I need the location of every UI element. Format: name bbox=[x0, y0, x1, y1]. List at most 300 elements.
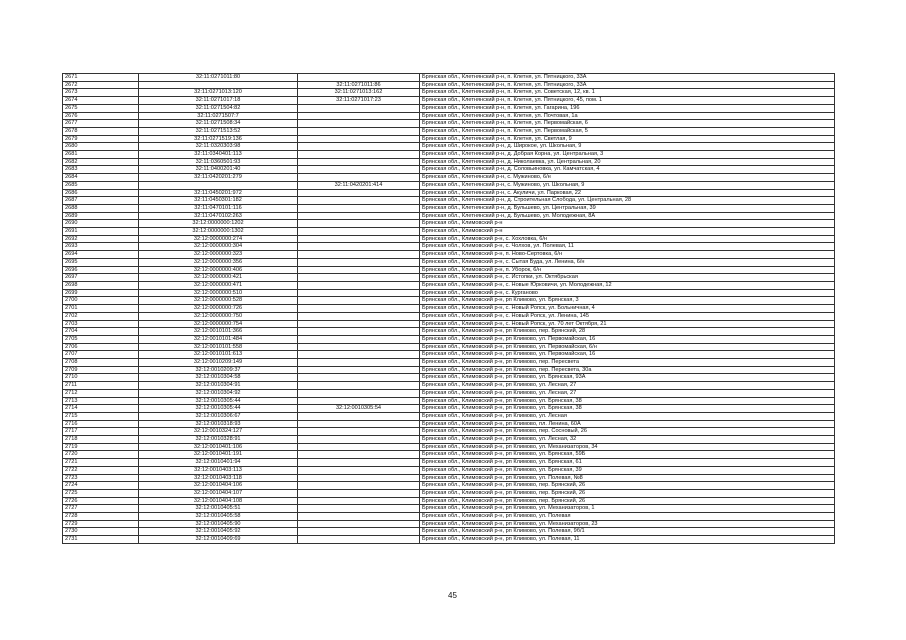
table-body bbox=[63, 74, 835, 544]
cadastral-number-cell: 32:12:0010409:69 bbox=[139, 536, 298, 544]
row-number-cell: 2700 bbox=[63, 297, 139, 305]
cadastral-number-cell: 32:12:0000000:750 bbox=[139, 312, 298, 320]
table-row bbox=[63, 243, 835, 251]
cadastral-number-cell: 32:12:0010306:67 bbox=[139, 412, 298, 420]
address-cell: Брянская обл., Клетнянский р-н, с. Мужиново, ул. Школьная, 9 bbox=[420, 181, 835, 189]
row-number-cell: 2676 bbox=[63, 112, 139, 120]
linked-cadastral-number-cell bbox=[298, 528, 420, 536]
row-number-cell: 2697 bbox=[63, 274, 139, 282]
address-cell: Брянская обл., Климовский р-н, рп Климово, ул. Брянская, 61 bbox=[420, 459, 835, 467]
linked-cadastral-number-cell bbox=[298, 497, 420, 505]
cadastral-number-cell: 32:12:0010209:37 bbox=[139, 366, 298, 374]
row-number-cell: 2679 bbox=[63, 135, 139, 143]
linked-cadastral-number-cell bbox=[298, 335, 420, 343]
row-number-cell: 2719 bbox=[63, 443, 139, 451]
table-row bbox=[63, 489, 835, 497]
linked-cadastral-number-cell bbox=[298, 513, 420, 521]
table-row bbox=[63, 120, 835, 128]
linked-cadastral-number-cell bbox=[298, 127, 420, 135]
address-cell: Брянская обл., Климовский р-н, рп Климово, пер. Брянский, 26 bbox=[420, 482, 835, 490]
row-number-cell: 2704 bbox=[63, 328, 139, 336]
table-row bbox=[63, 104, 835, 112]
address-cell: Брянская обл., Климовский р-н, рп Климово, ул. Механизаторов, 1 bbox=[420, 505, 835, 513]
address-cell: Брянская обл., Клетнянский р-н, д. Широкое, ул. Школьная, 9 bbox=[420, 143, 835, 151]
table-row bbox=[63, 289, 835, 297]
linked-cadastral-number-cell bbox=[298, 297, 420, 305]
cadastral-number-cell: 32:11:0271508:34 bbox=[139, 120, 298, 128]
row-number-cell: 2694 bbox=[63, 251, 139, 259]
linked-cadastral-number-cell bbox=[298, 281, 420, 289]
row-number-cell: 2683 bbox=[63, 166, 139, 174]
address-cell: Брянская обл., Климовский р-н, рп Климово, ул. Лесная, 27 bbox=[420, 382, 835, 390]
row-number-cell: 2703 bbox=[63, 320, 139, 328]
page-number: 45 bbox=[448, 591, 457, 600]
cadastral-number-cell: 32:12:0010401:106 bbox=[139, 443, 298, 451]
cadastral-number-cell: 32:11:0450201:972 bbox=[139, 189, 298, 197]
address-cell: Брянская обл., Климовский р-н, рп Климово, ул. Лесная, 27 bbox=[420, 389, 835, 397]
cadastral-number-cell: 32:12:0010403:118 bbox=[139, 474, 298, 482]
cadastral-number-cell bbox=[139, 181, 298, 189]
cadastral-number-cell: 32:11:0271011:80 bbox=[139, 74, 298, 82]
address-cell: Брянская обл., Климовский р-н, рп Климово, пер. Пересвета bbox=[420, 359, 835, 367]
linked-cadastral-number-cell bbox=[298, 382, 420, 390]
address-cell: Брянская обл., Клетнянский р-н, д. Бульшево, ул. Центральная, 39 bbox=[420, 204, 835, 212]
cadastral-number-cell: 32:12:0000000:1302 bbox=[139, 228, 298, 236]
address-cell: Брянская обл., Климовский р-н, рп Климово, ул. Брянская, 3 bbox=[420, 297, 835, 305]
linked-cadastral-number-cell bbox=[298, 220, 420, 228]
row-number-cell: 2729 bbox=[63, 520, 139, 528]
linked-cadastral-number-cell bbox=[298, 289, 420, 297]
table-row bbox=[63, 513, 835, 521]
cadastral-number-cell: 32:11:0271504:82 bbox=[139, 104, 298, 112]
cadastral-number-cell: 32:12:0010401:191 bbox=[139, 451, 298, 459]
address-cell: Брянская обл., Клетнянский р-н, п. Клетня, ул. Первомайская, 6 bbox=[420, 120, 835, 128]
row-number-cell: 2692 bbox=[63, 235, 139, 243]
linked-cadastral-number-cell bbox=[298, 212, 420, 220]
table-row bbox=[63, 482, 835, 490]
cadastral-number-cell: 32:12:0010405:92 bbox=[139, 528, 298, 536]
linked-cadastral-number-cell bbox=[298, 151, 420, 159]
table-row bbox=[63, 74, 835, 82]
cadastral-number-cell: 32:12:0000000:754 bbox=[139, 320, 298, 328]
address-cell: Брянская обл., Климовский р-н, рп Климово, ул. Брянская, 38 bbox=[420, 397, 835, 405]
linked-cadastral-number-cell bbox=[298, 204, 420, 212]
address-cell: Брянская обл., Клетнянский р-н, д. Добрая Корна, ул. Центральная, 3 bbox=[420, 151, 835, 159]
table-row bbox=[63, 127, 835, 135]
cadastral-number-cell: 32:12:0010101:366 bbox=[139, 328, 298, 336]
address-cell: Брянская обл., Клетнянский р-н, д. Соловьиновка, ул. Камчатская, 4 bbox=[420, 166, 835, 174]
row-number-cell: 2699 bbox=[63, 289, 139, 297]
row-number-cell: 2705 bbox=[63, 335, 139, 343]
row-number-cell: 2708 bbox=[63, 359, 139, 367]
address-cell: Брянская обл., Климовский р-н, рп Климово, ул. Брянская, 93А bbox=[420, 374, 835, 382]
row-number-cell: 2714 bbox=[63, 405, 139, 413]
row-number-cell: 2716 bbox=[63, 420, 139, 428]
row-number-cell: 2721 bbox=[63, 459, 139, 467]
cadastral-number-cell: 32:11:0450301:182 bbox=[139, 197, 298, 205]
cadastral-number-cell: 32:12:0000000:356 bbox=[139, 258, 298, 266]
table-row bbox=[63, 89, 835, 97]
cadastral-number-cell: 32:12:0000000:726 bbox=[139, 305, 298, 313]
linked-cadastral-number-cell bbox=[298, 389, 420, 397]
linked-cadastral-number-cell bbox=[298, 451, 420, 459]
address-cell: Брянская обл., Климовский р-н, с. Чолхов, ул. Полевая, 11 bbox=[420, 243, 835, 251]
table-row bbox=[63, 428, 835, 436]
table-row bbox=[63, 520, 835, 528]
linked-cadastral-number-cell bbox=[298, 397, 420, 405]
cadastral-number-cell: 32:12:0000000:406 bbox=[139, 266, 298, 274]
address-cell: Брянская обл., Климовский р-н, с. Новый Ропск, ул. 70 лет Октября, 21 bbox=[420, 320, 835, 328]
table-row bbox=[63, 436, 835, 444]
linked-cadastral-number-cell: 32:12:0010305:54 bbox=[298, 405, 420, 413]
linked-cadastral-number-cell bbox=[298, 343, 420, 351]
row-number-cell: 2682 bbox=[63, 158, 139, 166]
table-row bbox=[63, 497, 835, 505]
address-cell: Брянская обл., Климовский р-н, рп Климово, ул. Механизаторов, 23 bbox=[420, 520, 835, 528]
table-row bbox=[63, 258, 835, 266]
linked-cadastral-number-cell bbox=[298, 274, 420, 282]
linked-cadastral-number-cell bbox=[298, 505, 420, 513]
table-row bbox=[63, 359, 835, 367]
address-cell: Брянская обл., Климовский р-н, рп Климово, пер. Брянский, 28 bbox=[420, 328, 835, 336]
linked-cadastral-number-cell bbox=[298, 158, 420, 166]
table-row bbox=[63, 305, 835, 313]
table-row bbox=[63, 397, 835, 405]
row-number-cell: 2698 bbox=[63, 281, 139, 289]
table-row bbox=[63, 536, 835, 544]
table-row bbox=[63, 351, 835, 359]
address-cell: Брянская обл., Климовский р-н, с. Новый Ропск, ул. Ленина, 145 bbox=[420, 312, 835, 320]
row-number-cell: 2673 bbox=[63, 89, 139, 97]
address-cell: Брянская обл., Климовский р-н, рп Климово, пл. Ленина, 60А bbox=[420, 420, 835, 428]
row-number-cell: 2691 bbox=[63, 228, 139, 236]
table-row bbox=[63, 251, 835, 259]
row-number-cell: 2706 bbox=[63, 343, 139, 351]
linked-cadastral-number-cell: 32:11:0271013:162 bbox=[298, 89, 420, 97]
address-cell: Брянская обл., Климовский р-н, рп Климово, пер. Брянский, 26 bbox=[420, 497, 835, 505]
cadastral-number-cell: 32:12:0010305:44 bbox=[139, 405, 298, 413]
linked-cadastral-number-cell bbox=[298, 235, 420, 243]
cadastral-number-cell: 32:12:0000000:421 bbox=[139, 274, 298, 282]
row-number-cell: 2677 bbox=[63, 120, 139, 128]
table-row bbox=[63, 151, 835, 159]
row-number-cell: 2726 bbox=[63, 497, 139, 505]
row-number-cell: 2696 bbox=[63, 266, 139, 274]
linked-cadastral-number-cell bbox=[298, 228, 420, 236]
row-number-cell: 2702 bbox=[63, 312, 139, 320]
cadastral-number-cell bbox=[139, 81, 298, 89]
address-cell: Брянская обл., Климовский р-н bbox=[420, 228, 835, 236]
linked-cadastral-number-cell bbox=[298, 189, 420, 197]
table-row bbox=[63, 266, 835, 274]
cadastral-number-cell: 32:12:0000000:471 bbox=[139, 281, 298, 289]
table-row bbox=[63, 158, 835, 166]
cadastral-number-cell: 32:11:0360501:93 bbox=[139, 158, 298, 166]
row-number-cell: 2688 bbox=[63, 204, 139, 212]
address-cell: Брянская обл., Климовский р-н, с. Сытая Буда, ул. Ленина, 6/н bbox=[420, 258, 835, 266]
table-row bbox=[63, 389, 835, 397]
address-cell: Брянская обл., Клетнянский р-н, с. Мужиново, 6/н bbox=[420, 174, 835, 182]
cadastral-number-cell: 32:12:0010405:58 bbox=[139, 513, 298, 521]
row-number-cell: 2707 bbox=[63, 351, 139, 359]
table-row bbox=[63, 228, 835, 236]
cadastral-number-cell: 32:11:0420201:279 bbox=[139, 174, 298, 182]
cadastral-number-cell: 32:12:0010403:113 bbox=[139, 466, 298, 474]
linked-cadastral-number-cell bbox=[298, 135, 420, 143]
linked-cadastral-number-cell bbox=[298, 74, 420, 82]
row-number-cell: 2695 bbox=[63, 258, 139, 266]
address-cell: Брянская обл., Климовский р-н, п. Ново-Сертовка, 6/н bbox=[420, 251, 835, 259]
row-number-cell: 2678 bbox=[63, 127, 139, 135]
table-row bbox=[63, 235, 835, 243]
table-row bbox=[63, 374, 835, 382]
address-cell: Брянская обл., Климовский р-н, рп Климово, ул. Первомайская, 16 bbox=[420, 335, 835, 343]
linked-cadastral-number-cell bbox=[298, 466, 420, 474]
table-row bbox=[63, 312, 835, 320]
linked-cadastral-number-cell bbox=[298, 443, 420, 451]
row-number-cell: 2725 bbox=[63, 489, 139, 497]
row-number-cell: 2718 bbox=[63, 436, 139, 444]
linked-cadastral-number-cell bbox=[298, 266, 420, 274]
linked-cadastral-number-cell: 32:11:0271011:86 bbox=[298, 81, 420, 89]
row-number-cell: 2689 bbox=[63, 212, 139, 220]
cadastral-number-cell: 32:11:0470102:263 bbox=[139, 212, 298, 220]
table-row bbox=[63, 97, 835, 105]
linked-cadastral-number-cell bbox=[298, 166, 420, 174]
cadastral-number-cell: 32:12:0010404:107 bbox=[139, 489, 298, 497]
linked-cadastral-number-cell bbox=[298, 412, 420, 420]
table-row bbox=[63, 328, 835, 336]
address-cell: Брянская обл., Климовский р-н bbox=[420, 220, 835, 228]
cadastral-number-cell: 32:12:0000000:510 bbox=[139, 289, 298, 297]
linked-cadastral-number-cell: 32:11:0420201:414 bbox=[298, 181, 420, 189]
address-cell: Брянская обл., Климовский р-н, с. Новый Ропск, ул. Больничная, 4 bbox=[420, 305, 835, 313]
address-cell: Брянская обл., Климовский р-н, рп Климово, пер. Брянский, 26 bbox=[420, 489, 835, 497]
linked-cadastral-number-cell bbox=[298, 312, 420, 320]
table-row bbox=[63, 181, 835, 189]
linked-cadastral-number-cell bbox=[298, 536, 420, 544]
table-row bbox=[63, 443, 835, 451]
cadastral-number-cell: 32:12:0000000:323 bbox=[139, 251, 298, 259]
row-number-cell: 2709 bbox=[63, 366, 139, 374]
row-number-cell: 2711 bbox=[63, 382, 139, 390]
table-row bbox=[63, 420, 835, 428]
row-number-cell: 2671 bbox=[63, 74, 139, 82]
linked-cadastral-number-cell bbox=[298, 520, 420, 528]
linked-cadastral-number-cell bbox=[298, 143, 420, 151]
cadastral-number-cell: 32:12:0010101:558 bbox=[139, 343, 298, 351]
cadastral-number-cell: 32:12:0010318:93 bbox=[139, 420, 298, 428]
row-number-cell: 2687 bbox=[63, 197, 139, 205]
cadastral-number-cell: 32:12:0010101:484 bbox=[139, 335, 298, 343]
linked-cadastral-number-cell bbox=[298, 436, 420, 444]
linked-cadastral-number-cell bbox=[298, 104, 420, 112]
cadastral-number-cell: 32:12:0000000:1202 bbox=[139, 220, 298, 228]
table-row bbox=[63, 412, 835, 420]
linked-cadastral-number-cell bbox=[298, 197, 420, 205]
linked-cadastral-number-cell bbox=[298, 351, 420, 359]
cadastral-number-cell: 32:11:0320303:98 bbox=[139, 143, 298, 151]
row-number-cell: 2701 bbox=[63, 305, 139, 313]
address-cell: Брянская обл., Климовский р-н, рп Климово, ул. Механизаторов, 34 bbox=[420, 443, 835, 451]
table-row bbox=[63, 459, 835, 467]
row-number-cell: 2731 bbox=[63, 536, 139, 544]
table-row bbox=[63, 320, 835, 328]
table-row bbox=[63, 204, 835, 212]
address-cell: Брянская обл., Климовский р-н, рп Климово, ул. Первомайская, 16 bbox=[420, 351, 835, 359]
row-number-cell: 2728 bbox=[63, 513, 139, 521]
address-cell: Брянская обл., Климовский р-н, рп Климово, ул. Первомайская, 6/н bbox=[420, 343, 835, 351]
linked-cadastral-number-cell bbox=[298, 474, 420, 482]
table-row bbox=[63, 135, 835, 143]
address-cell: Брянская обл., Клетнянский р-н, п. Клетня, ул. Почтовая, 1а bbox=[420, 112, 835, 120]
address-cell: Брянская обл., Климовский р-н, рп Климово, ул. Полевая, 11 bbox=[420, 536, 835, 544]
cadastral-number-cell: 32:12:0010405:90 bbox=[139, 520, 298, 528]
address-cell: Брянская обл., Клетнянский р-н, п. Клетня, ул. Первомайская, 5 bbox=[420, 127, 835, 135]
address-cell: Брянская обл., Климовский р-н, рп Климово, ул. Брянская, 39 bbox=[420, 466, 835, 474]
row-number-cell: 2727 bbox=[63, 505, 139, 513]
linked-cadastral-number-cell bbox=[298, 120, 420, 128]
table-row bbox=[63, 343, 835, 351]
cadastral-number-cell: 32:11:0271507:7 bbox=[139, 112, 298, 120]
table-row bbox=[63, 189, 835, 197]
linked-cadastral-number-cell bbox=[298, 359, 420, 367]
table-row bbox=[63, 505, 835, 513]
address-cell: Брянская обл., Клетнянский р-н, д. Строительная Слобода, ул. Центральная, 28 bbox=[420, 197, 835, 205]
row-number-cell: 2685 bbox=[63, 181, 139, 189]
linked-cadastral-number-cell bbox=[298, 251, 420, 259]
table-row bbox=[63, 166, 835, 174]
linked-cadastral-number-cell bbox=[298, 366, 420, 374]
linked-cadastral-number-cell bbox=[298, 489, 420, 497]
table-row bbox=[63, 212, 835, 220]
cadastral-number-cell: 32:12:0010401:94 bbox=[139, 459, 298, 467]
address-cell: Брянская обл., Клетнянский р-н, с. Акуличи, ул. Парковая, 22 bbox=[420, 189, 835, 197]
cadastral-number-cell: 32:11:0271513:52 bbox=[139, 127, 298, 135]
address-cell: Брянская обл., Климовский р-н, рп Климово, ул. Полевая, №8 bbox=[420, 474, 835, 482]
table-row bbox=[63, 451, 835, 459]
table-row bbox=[63, 112, 835, 120]
address-cell: Брянская обл., Климовский р-н, с. Хохловка, 6/н bbox=[420, 235, 835, 243]
row-number-cell: 2717 bbox=[63, 428, 139, 436]
address-cell: Брянская обл., Климовский р-н, с. Курганово bbox=[420, 289, 835, 297]
address-cell: Брянская обл., Климовский р-н, рп Климово, ул. Брянская, 38 bbox=[420, 405, 835, 413]
row-number-cell: 2720 bbox=[63, 451, 139, 459]
address-cell: Брянская обл., Клетнянский р-н, д. Бульшево, ул. Молодежная, 8А bbox=[420, 212, 835, 220]
cadastral-number-cell: 32:12:0010304:92 bbox=[139, 389, 298, 397]
cadastral-table bbox=[62, 73, 835, 544]
linked-cadastral-number-cell bbox=[298, 482, 420, 490]
address-cell: Брянская обл., Клетнянский р-н, п. Клетня, ул. Советская, 12, кв. 1 bbox=[420, 89, 835, 97]
table-row bbox=[63, 81, 835, 89]
table-row bbox=[63, 143, 835, 151]
row-number-cell: 2722 bbox=[63, 466, 139, 474]
table-row bbox=[63, 274, 835, 282]
cadastral-number-cell: 32:12:0010404:108 bbox=[139, 497, 298, 505]
row-number-cell: 2713 bbox=[63, 397, 139, 405]
cadastral-number-cell: 32:12:0000000:304 bbox=[139, 243, 298, 251]
address-cell: Брянская обл., Клетнянский р-н, п. Клетня, ул. Гагарина, 196 bbox=[420, 104, 835, 112]
row-number-cell: 2724 bbox=[63, 482, 139, 490]
address-cell: Брянская обл., Климовский р-н, рп Климово, ул. Полевая bbox=[420, 513, 835, 521]
cadastral-number-cell: 32:12:0010404:106 bbox=[139, 482, 298, 490]
table-row bbox=[63, 281, 835, 289]
table-row bbox=[63, 174, 835, 182]
table-row bbox=[63, 474, 835, 482]
cadastral-number-cell: 32:12:0000000:528 bbox=[139, 297, 298, 305]
table-row bbox=[63, 197, 835, 205]
table-row bbox=[63, 366, 835, 374]
row-number-cell: 2693 bbox=[63, 243, 139, 251]
address-cell: Брянская обл., Климовский р-н, рп Климово, ул. Полевая, 9б/1 bbox=[420, 528, 835, 536]
address-cell: Брянская обл., Клетнянский р-н, п. Клетня, ул. Пятницкого, 45, пом. 1 bbox=[420, 97, 835, 105]
linked-cadastral-number-cell bbox=[298, 174, 420, 182]
address-cell: Брянская обл., Клетнянский р-н, п. Клетня, ул. Светлая, 9 bbox=[420, 135, 835, 143]
cadastral-number-cell: 32:12:0000000:274 bbox=[139, 235, 298, 243]
cadastral-number-cell: 32:12:0010405:51 bbox=[139, 505, 298, 513]
table-row bbox=[63, 528, 835, 536]
cadastral-number-cell: 32:12:0010324:127 bbox=[139, 428, 298, 436]
cadastral-number-cell: 32:12:0010304:58 bbox=[139, 374, 298, 382]
address-cell: Брянская обл., Клетнянский р-н, п. Клетня, ул. Пятницкого, 33А bbox=[420, 74, 835, 82]
row-number-cell: 2710 bbox=[63, 374, 139, 382]
address-cell: Брянская обл., Климовский р-н, рп Климово, ул. Брянская, 59Б bbox=[420, 451, 835, 459]
row-number-cell: 2674 bbox=[63, 97, 139, 105]
address-cell: Брянская обл., Климовский р-н, рп Климово, пер. Сосновый, 26 bbox=[420, 428, 835, 436]
cadastral-number-cell: 32:12:0010304:91 bbox=[139, 382, 298, 390]
row-number-cell: 2723 bbox=[63, 474, 139, 482]
row-number-cell: 2680 bbox=[63, 143, 139, 151]
table-row bbox=[63, 466, 835, 474]
cadastral-number-cell: 32:11:0340401:113 bbox=[139, 151, 298, 159]
address-cell: Брянская обл., Климовский р-н, рп Климово, пер. Пересвета, 30а bbox=[420, 366, 835, 374]
linked-cadastral-number-cell bbox=[298, 374, 420, 382]
row-number-cell: 2730 bbox=[63, 528, 139, 536]
table-row bbox=[63, 382, 835, 390]
linked-cadastral-number-cell bbox=[298, 459, 420, 467]
cadastral-number-cell: 32:12:0010328:91 bbox=[139, 436, 298, 444]
address-cell: Брянская обл., Клетнянский р-н, д. Николаевка, ул. Центральная, 20 bbox=[420, 158, 835, 166]
cadastral-number-cell: 32:12:0010101:613 bbox=[139, 351, 298, 359]
address-cell: Брянская обл., Климовский р-н, п. Уборок, 6/н bbox=[420, 266, 835, 274]
linked-cadastral-number-cell bbox=[298, 305, 420, 313]
address-cell: Брянская обл., Климовский р-н, с. Новые Юрковичи, ул. Молодежная, 12 bbox=[420, 281, 835, 289]
address-cell: Брянская обл., Климовский р-н, рп Климово, ул. Лесная bbox=[420, 412, 835, 420]
address-cell: Брянская обл., Климовский р-н, с. Истопки, ул. Октябрьская bbox=[420, 274, 835, 282]
linked-cadastral-number-cell bbox=[298, 112, 420, 120]
row-number-cell: 2712 bbox=[63, 389, 139, 397]
table-row bbox=[63, 220, 835, 228]
linked-cadastral-number-cell bbox=[298, 258, 420, 266]
linked-cadastral-number-cell bbox=[298, 243, 420, 251]
cadastral-number-cell: 32:12:0010209:149 bbox=[139, 359, 298, 367]
cadastral-number-cell: 32:11:0271519:136 bbox=[139, 135, 298, 143]
linked-cadastral-number-cell bbox=[298, 420, 420, 428]
linked-cadastral-number-cell bbox=[298, 428, 420, 436]
cadastral-number-cell: 32:11:0470101:116 bbox=[139, 204, 298, 212]
row-number-cell: 2684 bbox=[63, 174, 139, 182]
address-cell: Брянская обл., Клетнянский р-н, п. Клетня, ул. Пятницкого, 33А bbox=[420, 81, 835, 89]
cadastral-number-cell: 32:11:0271017:18 bbox=[139, 97, 298, 105]
table-row bbox=[63, 405, 835, 413]
row-number-cell: 2715 bbox=[63, 412, 139, 420]
address-cell: Брянская обл., Климовский р-н, рп Климово, ул. Лесная, 32 bbox=[420, 436, 835, 444]
row-number-cell: 2681 bbox=[63, 151, 139, 159]
linked-cadastral-number-cell: 32:11:0271017:23 bbox=[298, 97, 420, 105]
cadastral-number-cell: 32:12:0010305:44 bbox=[139, 397, 298, 405]
row-number-cell: 2675 bbox=[63, 104, 139, 112]
row-number-cell: 2686 bbox=[63, 189, 139, 197]
